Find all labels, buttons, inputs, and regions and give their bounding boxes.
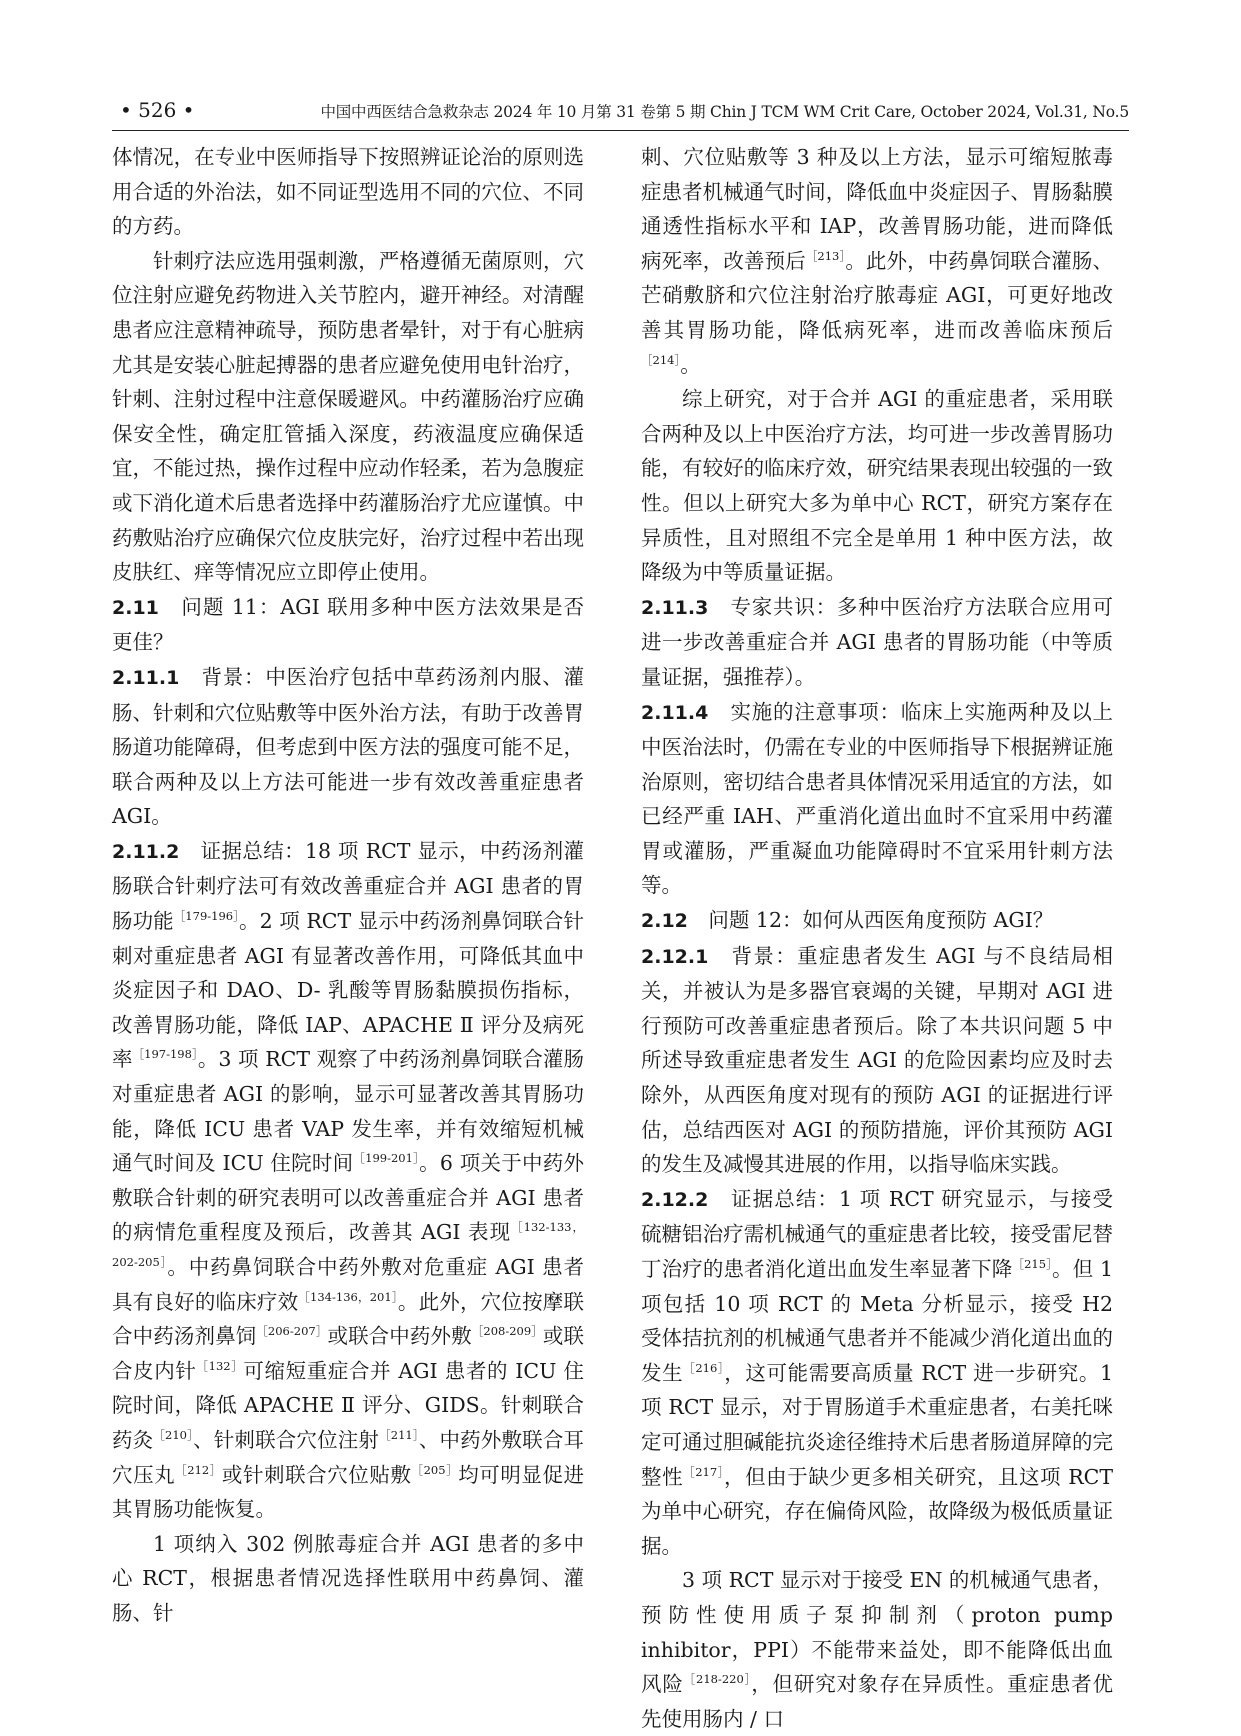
page-number: • 526 • — [120, 98, 195, 122]
citation: ［205］ — [411, 1462, 459, 1477]
paragraph: 3 项 RCT 显示对于接受 EN 的机械通气患者，预防性使用质子泵抑制剂（proton pump inhibitor，PPI）不能带来益处，即不能降低出血风险$^{[218-220]}$，但研究对象存在异质性。重症患者优先使用肠内 / 口 — [641, 1568, 1113, 1731]
citation: ［212］ — [175, 1462, 222, 1477]
paragraph: 体情况，在专业中医师指导下按照辨证论治的原则选用合适的外治法，如不同证型选用不同的穴位、不同的方药。 — [112, 145, 584, 239]
citation: ［208-209］ — [471, 1324, 543, 1339]
paragraph: 刺、穴位贴敷等 3 种及以上方法，显示可缩短脓毒症患者机械通气时间，降低血中炎症因子、胃肠黏膜通透性指标水平和 IAP，改善胃肠功能，进而降低病死率，改善预后$^{[213]}$。此外，中药鼻饲联合灌肠、芒硝敷脐和穴位注射治疗脓毒症 AGI，可更好地改善其胃肠功能，降低病死率，进而改善临床预后$^{[214]}$。 — [641, 145, 1114, 377]
section-2-11-2: 2.11.2 证据总结：18 项 RCT 显示，中药汤剂灌肠联合针刺疗法可有效改善重症合并 AGI 患者的胃肠功能$^{[179-196]}$。2 项 RCT 显示中药汤剂鼻饲联合针刺对重症患者 AGI 有显著改善作用，可降低其血中炎症因子和 DAO、D- 乳酸等胃肠黏膜损伤指标，改善胃肠功能，降低 IAP、APACHE Ⅱ 评分及病死率$^{[197-198]}$。3 项 RCT 观察了中药汤剂鼻饲联合灌肠对重症患者 AGI 的影响，显示可显著改善其胃肠功能，降低 ICU 患者 VAP 发生率，并有效缩短机械通气时间及 ICU 住院时间$^{[199-201]}$。6 项关于中药外敷联合针刺的研究表明可以改善重症合并 AGI 患者的病情危重程度及预后，改善其 AGI 表现$^{[132-133,202-205]}$。中药鼻饲联合中药外敷对危重症 AGI 患者具有良好的临床疗效$^{[134-136,201]}$。此外，穴位按摩联合中药汤剂鼻饲$^{[206-207]}$或联合中药外敷$^{[208-209]}$或联合皮内针$^{[132]}$可缩短重症合并 AGI 患者的 ICU 住院时间，降低 APACHE Ⅱ 评分、GIDS。针刺联合药灸$^{[210]}$、针刺联合穴位注射$^{[211]}$、中药外敷联合耳穴压丸$^{[212]}$或针刺联合穴位贴敷$^{[205]}$均可明显促进其胃肠功能恢复。 — [112, 838, 585, 1522]
citation: ［134-136，201］ — [298, 1289, 398, 1304]
citation: ［132-133，202-205］ — [112, 1220, 584, 1270]
page-header — [112, 96, 1129, 131]
citation: ［214］ — [641, 352, 681, 367]
section-2-12-2: 2.12.2 证据总结：1 项 RCT 研究显示，与接受硫糖铝治疗需机械通气的重症患者比较，接受雷尼替丁治疗的患者消化道出血发生率显著下降$^{[215]}$。但 1 项包括 10 项 RCT 的 Meta 分析显示，接受 H2 受体拮抗剂的机械通气患者并不能减少消化道出血的发生$^{[216]}$，这可能需要高质量 RCT 进一步研究。1 项 RCT 显示，对于胃肠道手术重症患者，右美托咪定可通过胆碱能抗炎途径维持术后患者肠道屏障的完整性$^{[217]}$，但由于缺少更多相关研究，且这项 RCT 为单中心研究，存在偏倚风险，故降级为极低质量证据。 — [641, 1186, 1114, 1558]
citation: ［215］ — [1012, 1257, 1053, 1272]
citation: ［217］ — [683, 1464, 725, 1479]
citation: ［197-198］ — [132, 1047, 198, 1062]
citation: ［199-201］ — [353, 1151, 420, 1166]
paragraph: 针刺疗法应选用强刺激，严格遵循无菌原则，穴位注射应避免药物进入关节腔内，避开神经。对清醒患者应注意精神疏导，预防患者晕针，对于有心脏病尤其是安装心脏起搏器的患者应避免使用电针治疗，针刺、注射过程中注意保暖避风。中药灌肠治疗应确保安全性，确定肛管插入深度，药液温度应确保适宜，不能过热，操作过程中应动作轻柔，若为急腹症或下消化道术后患者选择中药灌肠治疗尤应谨慎。中药敷贴治疗应确保穴位皮肤完好，治疗过程中若出现皮肤红、痒等情况应立即停止使用。 — [112, 248, 584, 585]
right-column — [641, 140, 1113, 1736]
paragraph: 1 项纳入 302 例脓毒症合并 AGI 患者的多中心 RCT，根据患者情况选择性联用中药鼻饲、灌肠、针 — [112, 1531, 584, 1625]
citation: ［206-207］ — [256, 1324, 328, 1339]
section-2-11-4: 2.11.4 实施的注意事项：临床上实施两种及以上中医治法时，仍需在专业的中医师指导下根据辨证施治原则，密切结合患者具体情况采用适宜的方法，如已经严重 IAH、严重消化道出血时不宜采用中药灌胃或灌肠，严重凝血功能障碍时不宜采用针刺方法等。 — [641, 699, 1114, 898]
section-2-11: 2.11 问题 11：AGI 联用多种中医方法效果是否更佳？ — [112, 594, 584, 655]
left-column — [112, 140, 584, 1631]
citation: ［179-196］ — [173, 909, 239, 924]
paragraph: 综上研究，对于合并 AGI 的重症患者，采用联合两种及以上中医治疗方法，均可进一步改善胃肠功能，有较好的临床疗效，研究结果表现出较强的一致性。但以上研究大多为单中心 RCT，研究方案存在异质性，且对照组不完全是单用 1 种中医方法，故降级为中等质量证据。 — [641, 387, 1113, 585]
citation: ［132］ — [196, 1358, 244, 1373]
section-2-12: 2.12 问题 12：如何从西医角度预防 AGI？ — [641, 908, 1054, 933]
citation: ［211］ — [379, 1428, 419, 1443]
citation: ［210］ — [153, 1428, 194, 1443]
section-2-11-3: 2.11.3 专家共识：多种中医治疗方法联合应用可进一步改善重症合并 AGI 患者的胃肠功能（中等质量证据，强推荐）。 — [641, 594, 1114, 689]
citation: ［216］ — [683, 1360, 725, 1375]
section-2-11-1: 2.11.1 背景：中医治疗包括中草药汤剂内服、灌肠、针刺和穴位贴敷等中医外治方法，有助于改善胃肠道功能障碍，但考虑到中医方法的强度可能不足，联合两种及以上方法可能进一步有效改善重症患者 AGI。 — [112, 664, 585, 829]
section-2-12-1: 2.12.1 背景：重症患者发生 AGI 与不良结局相关，并被认为是多器官衰竭的关键，早期对 AGI 进行预防可改善重症患者预后。除了本共识问题 5 中所述导致重症患者发生 AGI 的危险因素均应及时去除外，从西医角度对现有的预防 AGI 的证据进行评估，总结西医对 AGI 的预防措施，评价其预防 AGI 的发生及减慢其进展的作用，以指导临床实践。 — [641, 943, 1114, 1177]
citation: ［218-220］ — [683, 1672, 752, 1687]
citation: ［213］ — [805, 248, 846, 263]
running-head: 中国中西医结合急救杂志 2024 年 10 月第 31 卷第 5 期 Chin J TCM WM Crit Care, October 2024, Vol.31, No.5 — [320, 103, 1129, 121]
